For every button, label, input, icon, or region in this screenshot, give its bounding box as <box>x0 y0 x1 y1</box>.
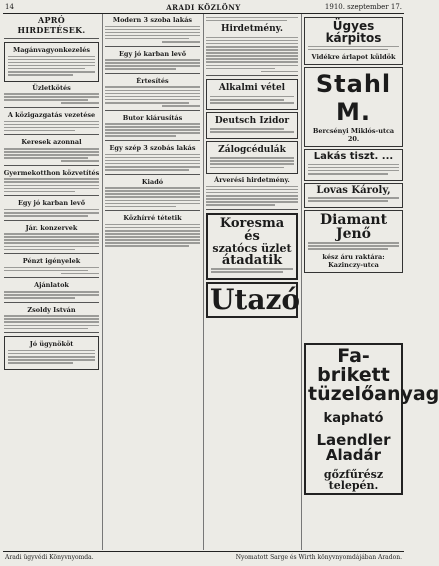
column-4 <box>303 15 439 550</box>
ad-body <box>105 224 200 247</box>
divider <box>105 46 200 47</box>
column-3 <box>205 15 299 550</box>
ad-body <box>308 197 399 202</box>
column-rule <box>203 14 204 550</box>
ad-body <box>105 154 200 171</box>
ad-body <box>4 315 99 329</box>
footer-right: Nyomatott Sarge és Wirth könyvnyomdájában Aradon. <box>235 554 402 561</box>
display-ad <box>304 183 403 208</box>
page-number: 14 <box>5 3 14 11</box>
display-ad <box>304 343 439 495</box>
column-2 <box>104 15 201 550</box>
ad-heading: Pénzt igényelek <box>22 257 81 266</box>
divider <box>206 75 298 76</box>
ad-body <box>210 157 294 168</box>
classified-ad <box>4 336 99 369</box>
ad-subheading: kész áru raktára: Kazinczy-utca <box>322 253 385 270</box>
ad-body <box>4 291 99 299</box>
ad-heading: Egy jó karban levő <box>118 49 187 58</box>
ad-heading: Zálogcédulák <box>218 144 286 155</box>
ad-body <box>105 59 200 70</box>
display-ad <box>206 213 298 280</box>
ad-subheading: kapható <box>323 411 384 427</box>
divider <box>105 174 200 175</box>
display-ad <box>206 282 301 318</box>
ad-heading: Keresek azonnal <box>21 138 82 147</box>
ad-body <box>308 242 399 250</box>
ad-heading: Üzletkötés <box>32 83 71 92</box>
section-banner: APRÓ HIRDETÉSEK. <box>17 15 86 35</box>
ad-heading: Egy jó karban levő <box>17 199 86 208</box>
ad-heading: Diamant Jenő <box>319 211 388 242</box>
ad-body <box>8 56 95 76</box>
ad-body <box>308 164 399 175</box>
ad-subheading: szatócs üzlet <box>212 241 292 255</box>
column-rule <box>301 14 302 550</box>
ad-heading: Jó ügynököt <box>29 340 74 349</box>
ad-heading: Gyermekotthon közvetítés <box>3 168 100 177</box>
ad-body <box>308 46 399 51</box>
divider <box>105 210 200 211</box>
ad-heading: Közhírré tétetik <box>123 214 182 223</box>
ad-heading: Hirdetmény. <box>221 24 283 35</box>
ad-heading: Zsoldy István <box>27 305 76 314</box>
classified-ad <box>206 79 298 109</box>
ad-heading: Lovas Károly, <box>316 184 391 196</box>
divider <box>105 73 200 74</box>
divider <box>4 220 99 221</box>
ad-body <box>210 128 294 133</box>
display-ad <box>304 210 403 273</box>
divider <box>4 302 99 303</box>
ad-heading: Magánvagyonkezelés <box>13 46 90 54</box>
ad-body <box>206 17 298 22</box>
ad-body <box>4 233 99 250</box>
ad-heading: Lakás tiszt. ... <box>313 151 394 163</box>
divider <box>105 140 200 141</box>
ad-heading: Butor kiárusítás <box>122 113 183 122</box>
ad-heading: Laendler Aladár <box>316 431 391 465</box>
column-rule <box>102 14 103 550</box>
display-ad <box>304 149 403 180</box>
ad-heading: Egy szép 3 szobás lakás <box>109 144 196 153</box>
ad-body <box>4 93 99 104</box>
newspaper-title: ARADI KÖZLÖNY <box>166 3 241 12</box>
newspaper-page <box>3 2 439 562</box>
ad-heading: átadatik <box>221 252 283 268</box>
ad-heading: Deutsch Izidor <box>214 115 290 126</box>
classified-ad <box>206 141 298 174</box>
ad-body <box>4 121 99 132</box>
ad-body <box>8 350 95 364</box>
ad-heading: Alkalmi vétel <box>218 83 286 94</box>
divider <box>4 253 99 254</box>
ad-heading: Stahl M. <box>315 70 392 127</box>
page-footer <box>3 551 404 563</box>
ad-body <box>206 37 298 73</box>
ad-body <box>206 186 298 206</box>
ad-subheading: Vidékre árlapot küldök <box>311 53 396 62</box>
column-1 <box>3 15 100 550</box>
ad-heading: Kiadó <box>141 177 164 186</box>
divider <box>4 38 99 39</box>
divider <box>4 134 99 135</box>
ad-heading: A közigazgatás vezetése <box>7 111 96 120</box>
divider <box>4 277 99 278</box>
issue-date: 1910. szeptember 17. <box>324 3 402 11</box>
ad-heading: Fa-brikett tüzelőanyag <box>308 345 439 406</box>
ad-heading: Jár. konzervek <box>25 223 78 232</box>
ad-heading: Ajánlatok <box>34 281 69 290</box>
ad-heading: Utazó <box>210 283 301 316</box>
divider <box>105 110 200 111</box>
divider <box>4 165 99 166</box>
divider <box>4 107 99 108</box>
ad-body <box>105 123 200 137</box>
divider <box>206 209 298 210</box>
ad-body <box>4 178 99 192</box>
classified-ad <box>206 112 298 139</box>
ad-body <box>105 187 200 207</box>
ad-body <box>105 86 200 106</box>
ad-heading: Értesítés <box>136 76 169 85</box>
display-ad <box>304 17 403 65</box>
ad-body <box>4 148 99 162</box>
ad-heading: Ügyes kárpitos <box>325 19 382 45</box>
ad-body <box>105 26 200 43</box>
ad-heading: Árverési hirdetmény. <box>214 176 290 185</box>
ad-body <box>211 268 293 273</box>
ad-body <box>210 96 294 104</box>
footer-left: Aradi ügyvédi Könyvnyomda. <box>5 554 94 561</box>
ad-subheading: gőzfűrész telepén. <box>323 468 384 493</box>
ad-subheading: Bercsényi Miklós-utca 20. <box>312 127 395 144</box>
divider <box>4 332 99 333</box>
ad-body <box>4 209 99 217</box>
ad-heading: Koresma és <box>219 215 285 244</box>
ad-body <box>4 267 99 275</box>
divider <box>4 195 99 196</box>
masthead <box>3 2 404 14</box>
ad-heading: Modern 3 szoba lakás <box>112 16 193 24</box>
display-ad <box>304 67 403 147</box>
classified-ad <box>4 42 99 82</box>
